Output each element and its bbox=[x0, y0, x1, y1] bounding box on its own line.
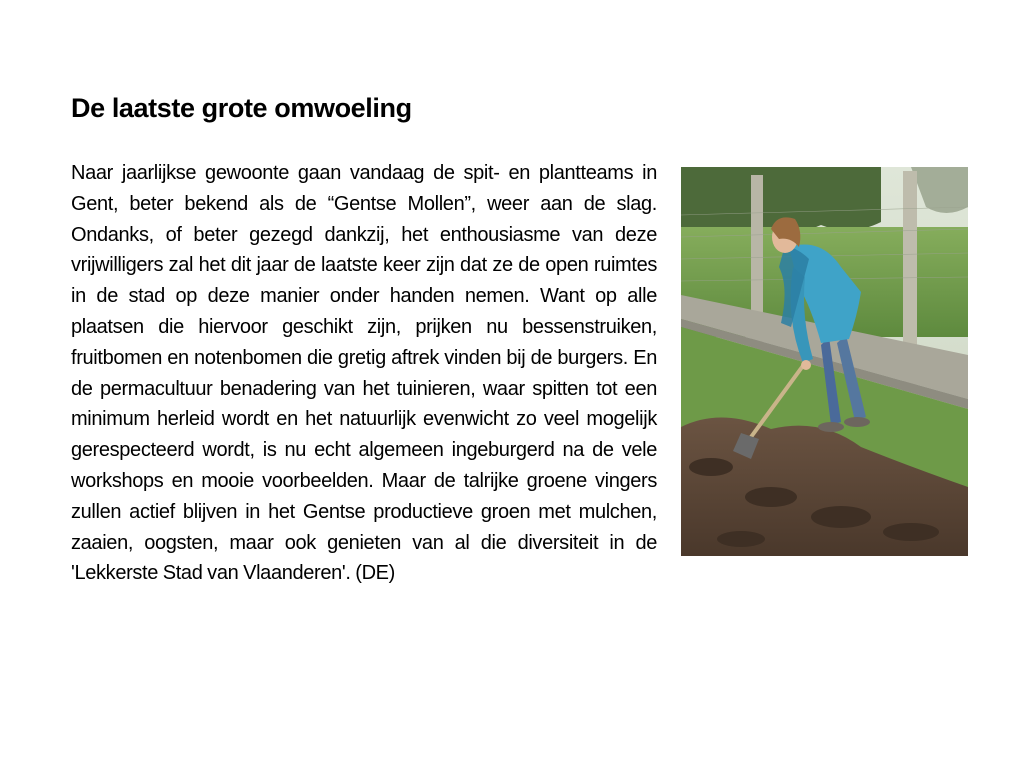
gardening-photo-illustration bbox=[681, 167, 968, 556]
slide-title: De laatste grote omwoeling bbox=[71, 93, 412, 123]
gardening-photo bbox=[681, 167, 968, 556]
slide-body-text: Naar jaarlijkse gewoonte gaan vandaag de spit- en plantteams in Gent, beter bekend als de “Gentse Mollen”, weer aan de slag. Ondanks, of beter gezegd dankzij, het enthousiasme van deze vrijwilligers zal het dit jaar de laatste keer zijn dat ze de open ruimtes in de stad op deze manier onder handen nemen. Want op alle plaatsen die hiervoor geschikt zijn, prijken nu bessenstruiken, fruitbomen en notenbomen die gretig aftrek vinden bij de burgers. En de permacultuur benadering van het tuinieren, waar spitten tot een minimum herleid wordt en het natuurlijk evenwicht zo veel mogelijk gerespecteerd wordt, is nu echt algemeen ingeburgerd na de vele workshops en mooie voorbeelden. Maar de talrijke groene vingers zullen actief blijven in het Gentse productieve groen met mulchen, zaaien, oogsten, maar ook genieten van al die diversiteit in de 'Lekkerste Stad van Vlaanderen'. (DE) bbox=[71, 162, 657, 585]
